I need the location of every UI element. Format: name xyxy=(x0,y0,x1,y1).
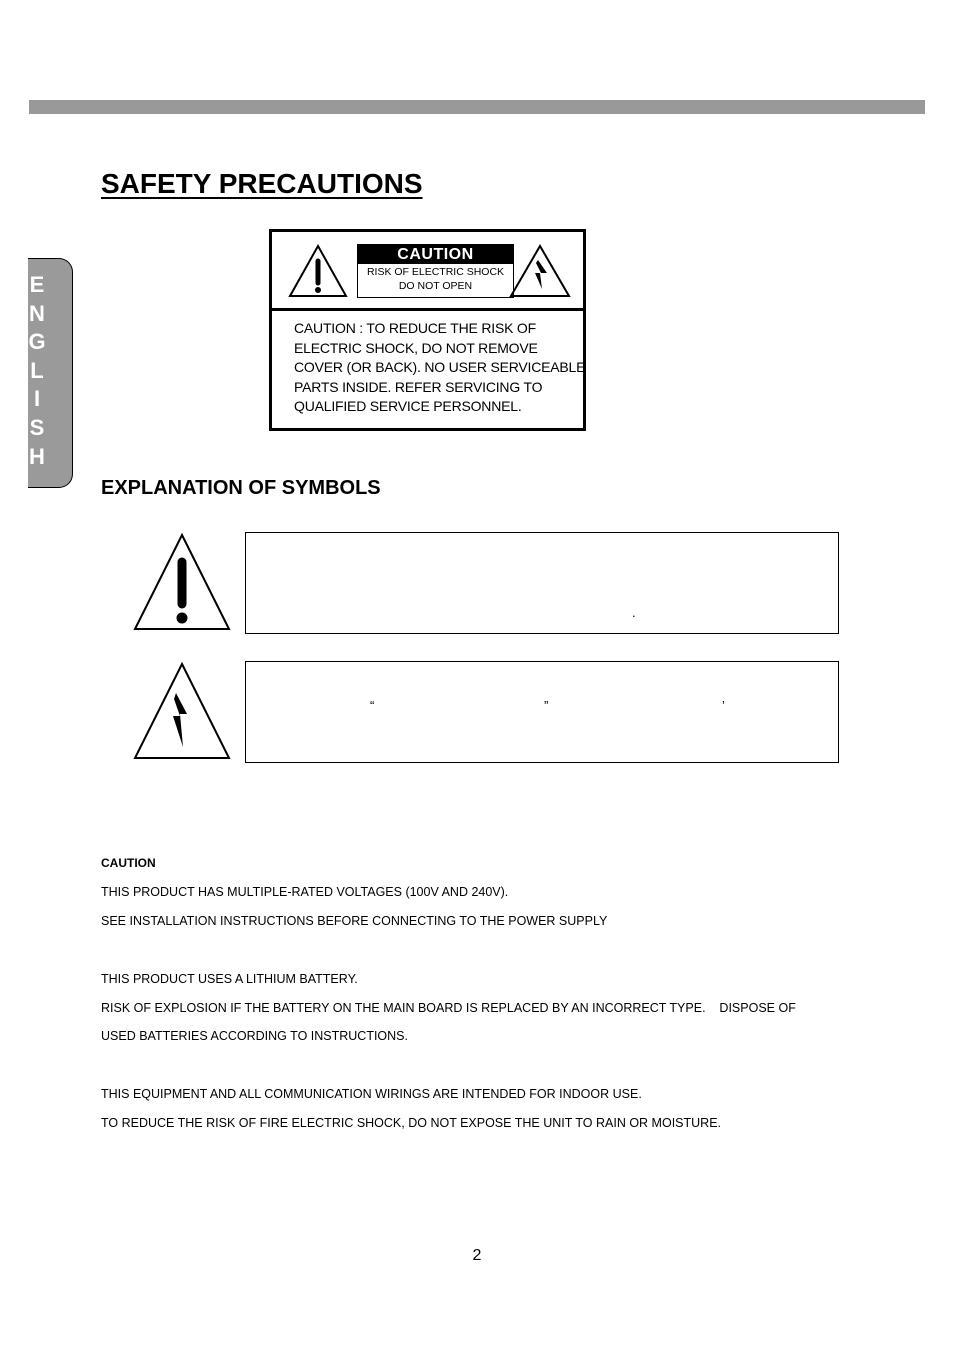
tab-letter: N xyxy=(29,300,45,326)
caution-body-line: ELECTRIC SHOCK, DO NOT REMOVE xyxy=(294,339,538,356)
tab-letter: L xyxy=(30,357,44,383)
tab-letter: I xyxy=(33,386,41,412)
symbol-explanation-box xyxy=(245,532,839,634)
symbols-heading: EXPLANATION OF SYMBOLS xyxy=(101,477,381,499)
note-line: SEE INSTALLATION INSTRUCTIONS BEFORE CONNECTING TO THE POWER SUPPLY xyxy=(101,914,608,928)
caution-subtext-line: DO NOT OPEN xyxy=(398,280,473,292)
caution-warning-box xyxy=(357,244,514,298)
tab-letter: S xyxy=(29,414,45,440)
caution-body-line: COVER (OR BACK). NO USER SERVICEABLE xyxy=(294,359,586,376)
symbol-text-mark: . xyxy=(632,605,636,620)
caution-label-top xyxy=(272,232,583,311)
notes-caution-title: CAUTION xyxy=(101,856,156,870)
note-line: THIS PRODUCT USES A LITHIUM BATTERY. xyxy=(101,972,358,986)
exclamation-triangle-icon xyxy=(287,243,349,299)
caution-subtext-line: RISK OF ELECTRIC SHOCK xyxy=(366,266,505,278)
caution-body-line: CAUTION : TO REDUCE THE RISK OF xyxy=(294,320,536,336)
note-line: THIS PRODUCT HAS MULTIPLE-RATED VOLTAGES (100V AND 240V). xyxy=(101,885,509,899)
caution-body-line: PARTS INSIDE. REFER SERVICING TO xyxy=(294,378,543,395)
tab-letter: E xyxy=(29,272,45,297)
note-line: THIS EQUIPMENT AND ALL COMMUNICATION WIRINGS ARE INTENDED FOR INDOOR USE. xyxy=(101,1087,642,1101)
lightning-triangle-icon xyxy=(508,243,572,299)
header-bar xyxy=(29,100,925,114)
note-line: RISK OF EXPLOSION IF THE BATTERY ON THE MAIN BOARD IS REPLACED BY AN INCORRECT TYPE. DISPOSE OF xyxy=(101,1001,796,1015)
lightning-triangle-icon xyxy=(133,661,231,761)
symbol-text-mark: ” xyxy=(544,698,549,713)
note-line: USED BATTERIES ACCORDING TO INSTRUCTIONS. xyxy=(101,1029,408,1043)
symbol-explanation-box xyxy=(245,661,839,763)
caution-header: CAUTION xyxy=(358,245,513,264)
caution-label xyxy=(269,229,586,431)
page-number: 2 xyxy=(472,1247,482,1264)
caution-body xyxy=(294,319,586,417)
page-title: SAFETY PRECAUTIONS xyxy=(101,168,423,199)
tab-letter: G xyxy=(28,329,46,355)
exclamation-triangle-icon xyxy=(133,532,231,632)
symbol-text-mark: ’ xyxy=(722,698,725,713)
language-tab-label xyxy=(28,271,46,471)
caution-body-line: QUALIFIED SERVICE PERSONNEL. xyxy=(294,398,522,415)
note-line: TO REDUCE THE RISK OF FIRE ELECTRIC SHOCK, DO NOT EXPOSE THE UNIT TO RAIN OR MOISTURE. xyxy=(101,1116,722,1130)
caution-subtext xyxy=(358,264,513,293)
language-tab xyxy=(28,258,73,488)
tab-letter: H xyxy=(29,443,45,469)
symbol-text-mark: “ xyxy=(370,698,375,713)
